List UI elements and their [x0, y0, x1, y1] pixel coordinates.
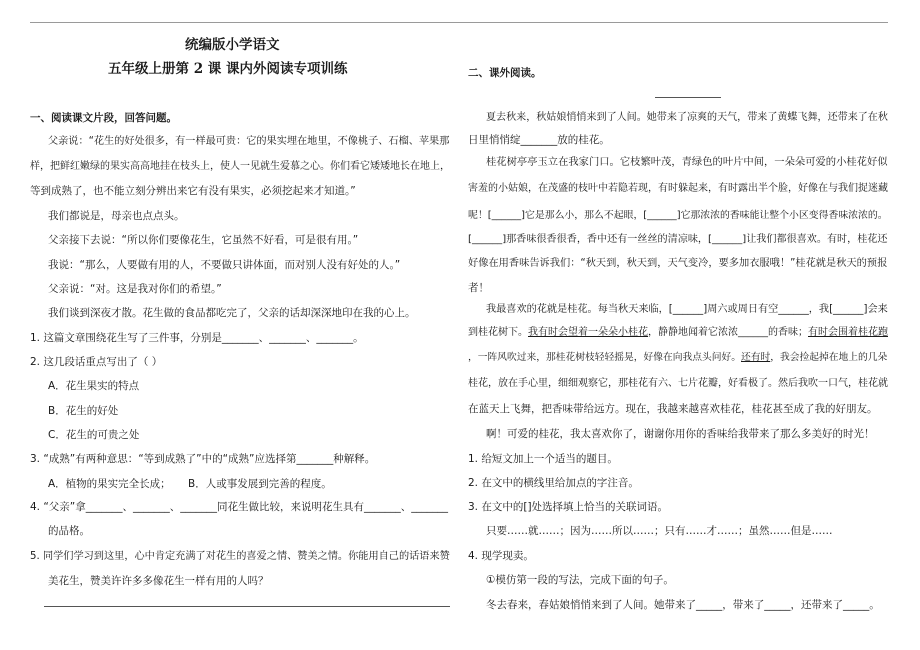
question-4-sentence: 冬去春来，春姑娘悄悄来到了人间。她带来了_____，带来了_____，还带来了_____。: [486, 599, 880, 611]
question-4: 4. “父亲”拿_______、_______、_______同花生做比较，来说明花生具有_______、_______: [30, 501, 448, 513]
answer-line: [44, 606, 450, 607]
passage-line: 害羞的小姑娘，在茂盛的枝叶中若隐若现，有时躲起来，有时露出半个脸，好像在与我们捉迷藏: [468, 183, 888, 194]
option-b: B．花生的好处: [48, 405, 119, 417]
question-1: 1. 这篇文章围绕花生写了三件事，分别是_______、_______、_______。: [30, 332, 364, 344]
option-b: B．人或事发展到完善的程度。: [188, 478, 332, 490]
passage-line: 夏去秋来，秋姑娘悄悄来到了人间。她带来了凉爽的天气，带来了黄蝶飞舞，还带来了在秋: [486, 112, 888, 123]
passage-line: 者！: [468, 282, 489, 294]
passage-line: 日里悄悄绽_______放的桂花。: [468, 134, 610, 146]
question-4: 4. 现学现卖。: [468, 550, 534, 562]
section-heading-1: 一、阅读课文片段，回答问题。: [30, 112, 177, 124]
passage-line: ，一阵风吹过来，那桂花树枝轻轻摇晃，好像在向我点头问好。还有时，我会捡起掉在地上的几朵: [468, 352, 888, 363]
title-answer-line: [655, 97, 721, 98]
passage-line: 等到成熟了，也不能立刻分辨出来它有没有果实，必须挖起来才知道。”: [30, 185, 356, 197]
question-3: 3. “成熟”有两种意思：“等到成熟了”中的“成熟”应选择第_______种解释。: [30, 453, 376, 465]
section-heading-2: 二、课外阅读。: [468, 67, 542, 79]
passage-line: [______]那香味很香很香，香中还有一丝丝的清凉味，[______]让我们都很喜欢。有时，桂花还: [468, 234, 888, 245]
connective-word-bank: 只要……就……；因为……所以……；只有……才……；虽然……但是……: [486, 525, 833, 537]
top-rule: [30, 22, 888, 23]
option-c: C．花生的可贵之处: [48, 429, 140, 441]
passage-line: 好像在用香味告诉我们：“秋天到，秋天到，天气变冷，要多加衣服哦！”桂花就是秋天的预报: [468, 258, 888, 269]
passage-line: 桂花，放在手心里，细细观察它，那桂花有六、七片花瓣，好看极了。然后我吹一口气，桂花就: [468, 378, 888, 389]
passage-line: 在蓝天上飞舞，把香味带给远方。现在，我越来越喜欢桂花，桂花甚至成了我的好朋友。: [468, 403, 878, 415]
underlined-sentence: 有时会围着桂花跑: [808, 327, 888, 338]
underlined-sentence: 我有时会望着一朵朵小桂花: [528, 327, 648, 338]
underlined-sentence: 还有时: [741, 352, 771, 363]
passage-line: 我最喜欢的花就是桂花。每当秋天来临，[______]周六或周日有空______，我[______]会来: [486, 304, 888, 315]
passage-line: 啊！可爱的桂花，我太喜欢你了，谢谢你用你的香味给我带来了那么多美好的时光！: [486, 428, 875, 440]
passage-line: 父亲接下去说：“所以你们要像花生，它虽然不好看，可是很有用。”: [48, 234, 359, 246]
page-subtitle: 五年级上册第 2 课 课内外阅读专项训练: [108, 61, 348, 77]
passage-line: 桂花树亭亭玉立在我家门口。它枝繁叶茂，青绿色的叶片中间，一朵朵可爱的小桂花好似: [486, 156, 888, 168]
passage-line: 样，把鲜红嫩绿的果实高高地挂在枝头上，使人一见就生爱慕之心。你们看它矮矮地长在地上，: [30, 161, 450, 172]
passage-line: 到桂花树下。我有时会望着一朵朵小桂花，静静地闻着它浓浓______的香味；有时会围着桂花跑: [468, 327, 888, 338]
passage-line: 我说：“那么，人要做有用的人，不要做只讲体面，而对别人没有好处的人。”: [48, 259, 401, 271]
passage-line: 呢！[______]它是那么小，那么不起眼，[______]它那浓浓的香味能让整个小区变得香味浓浓的。: [468, 210, 888, 221]
question-2: 2. 在文中的横线里给加点的字注音。: [468, 477, 639, 489]
passage-line: 父亲说：“花生的好处很多，有一样最可贵：它的果实埋在地里，不像桃子、石榴、苹果那: [48, 136, 450, 147]
question-1: 1. 给短文加上一个适当的题目。: [468, 453, 618, 465]
passage-line: 父亲说：“对。这是我对你们的希望。”: [48, 283, 222, 295]
option-a: A．花生果实的特点: [48, 380, 140, 392]
page-title: 统编版小学语文: [185, 37, 280, 53]
passage-line: 我们谈到深夜才散。花生做的食品都吃完了，父亲的话却深深地印在我的心上。: [48, 307, 416, 319]
question-4-cont: 的品格。: [48, 525, 90, 537]
question-5-cont: 美花生，赞美许许多多像花生一样有用的人吗？: [48, 575, 269, 587]
passage-line: 我们都说是，母亲也点点头。: [48, 210, 185, 222]
question-3: 3. 在文中的[]处选择填上恰当的关联词语。: [468, 501, 669, 513]
option-a: A．植物的果实完全长成；: [48, 478, 171, 490]
question-4-sub: ①模仿第一段的写法，完成下面的句子。: [486, 574, 674, 586]
question-5: 5. 同学们学习到这里，心中肯定充满了对花生的喜爱之情、赞美之情。你能用自己的话语来赞: [30, 551, 450, 562]
question-2: 2. 这几段话重点写出了（ ）: [30, 356, 163, 368]
